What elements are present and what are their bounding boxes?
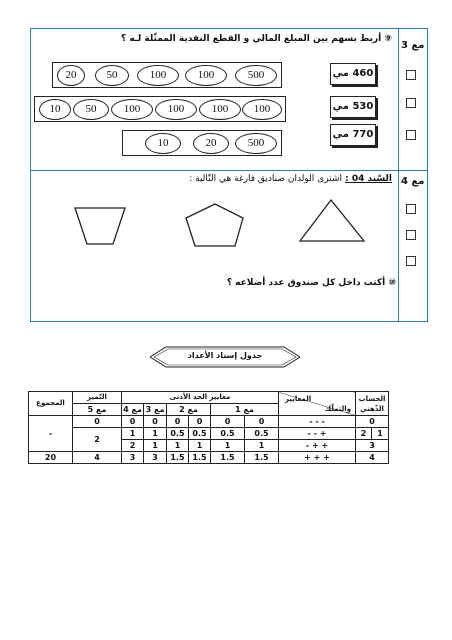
table-cell: 1 [372, 428, 389, 440]
table-cell: 0.5 [189, 428, 211, 440]
table-cell: 4 [73, 452, 122, 464]
table-cell: + - - [279, 428, 356, 440]
section4-question [189, 174, 392, 184]
coin: 500 [235, 65, 277, 86]
header-excellence: التّميز [73, 392, 122, 404]
pentagon-shape [186, 204, 243, 246]
table-cell: 0.5 [245, 428, 279, 440]
header-m2: مع 2 [167, 404, 211, 416]
table-cell: 1.5 [211, 452, 245, 464]
grading-table [28, 391, 389, 464]
price-box-3: 770 مي [330, 124, 376, 146]
header-m1: مع 1 [211, 404, 279, 416]
section3-question: ⑨ أربط بسهم بين المبلغ المالي و القطع النقدية الممثّلة لـه ؟ [121, 34, 392, 44]
answer-checkbox[interactable] [406, 204, 416, 214]
coin: 10 [39, 99, 71, 120]
table-cell: 0.5 [167, 428, 189, 440]
table-cell: 1 [167, 440, 189, 452]
header-criteria-top: المعايير [285, 394, 312, 403]
table-cell: 0 [73, 416, 122, 428]
table-row [29, 452, 389, 464]
table-cell: 1 [211, 440, 245, 452]
table-cell: 2 [73, 428, 122, 452]
coin: 100 [185, 65, 227, 86]
coin: 500 [235, 133, 277, 154]
table-cell: 1 [122, 428, 144, 440]
table-cell: 0 [167, 416, 189, 428]
table-cell: 0.5 [211, 428, 245, 440]
triangle-shape [300, 200, 364, 241]
answer-checkbox[interactable] [406, 130, 416, 140]
header-m3: مع 3 [144, 404, 167, 416]
table-cell: 0 [211, 416, 245, 428]
table-cell: 4 [356, 452, 389, 464]
table-cell: 1 [144, 440, 167, 452]
header-total: المجموع [29, 392, 73, 416]
header-hisab: الحساب الذّهني [356, 392, 389, 416]
coin: 100 [111, 99, 153, 120]
coin: 50 [73, 99, 109, 120]
coin: 50 [95, 65, 129, 86]
section3-tag: مع 3 [401, 40, 425, 51]
section-divider [30, 170, 428, 171]
answer-checkbox[interactable] [406, 230, 416, 240]
header-m4: مع 4 [123, 405, 142, 414]
section4-label: السّند 04 : [345, 174, 392, 184]
shapes-figure [60, 196, 400, 256]
header-m5: مع 5 [73, 404, 122, 416]
coin: 100 [155, 99, 197, 120]
section4-text: اشترى الولدان صناديق فارغة هي التّالية : [189, 174, 342, 184]
table-cell: 2 [356, 428, 372, 440]
answer-checkbox[interactable] [406, 256, 416, 266]
trapezoid-shape [75, 208, 125, 244]
table-cell: + + - [279, 440, 356, 452]
answer-checkbox[interactable] [406, 98, 416, 108]
header-criteria [279, 392, 356, 416]
table-cell: 3 [122, 452, 144, 464]
coin: 100 [199, 99, 241, 120]
table-cell: 1.5 [189, 452, 211, 464]
coin: 10 [145, 133, 181, 154]
header-criteria-bottom: والتملّك [324, 404, 351, 413]
table-cell: 0 [144, 416, 167, 428]
table-cell: + + + [279, 452, 356, 464]
table-cell: 0 [245, 416, 279, 428]
answer-checkbox[interactable] [406, 70, 416, 80]
banner-title: جدول إسناد الأعداد [187, 351, 263, 360]
coin: 20 [57, 65, 85, 86]
coin-row-2 [34, 96, 286, 122]
total-cell: - [29, 416, 73, 452]
price-box-1: 460 مي [330, 63, 376, 85]
table-cell: 1 [245, 440, 279, 452]
table-cell: 0 [122, 416, 144, 428]
table-cell: 0 [356, 416, 389, 428]
coin-row-3 [122, 130, 282, 156]
coin-row-1 [52, 62, 282, 88]
table-cell: 3 [356, 440, 389, 452]
coin: 20 [193, 133, 229, 154]
table-cell: 2 [122, 440, 144, 452]
coin: 100 [137, 65, 179, 86]
table-cell: 0 [189, 416, 211, 428]
coin: 100 [242, 99, 282, 120]
table-row [29, 428, 389, 440]
table-row [29, 416, 389, 428]
price-box-2: 530 مي [330, 96, 376, 118]
column-divider [398, 28, 399, 322]
table-cell: 1 [189, 440, 211, 452]
table-cell: 1.5 [245, 452, 279, 464]
section4-subquestion: ⑩ أكتب داخل كل صندوق عدد أضلاعه ؟ [226, 278, 396, 288]
total-cell: 20 [29, 452, 73, 464]
table-cell: 1 [144, 428, 167, 440]
section4-tag: مع 4 [401, 176, 425, 187]
header-min-criteria: معايير الحد الأدنى [122, 392, 279, 404]
table-cell: 1.5 [167, 452, 189, 464]
table-cell: 3 [144, 452, 167, 464]
table-cell: - - - [279, 416, 356, 428]
